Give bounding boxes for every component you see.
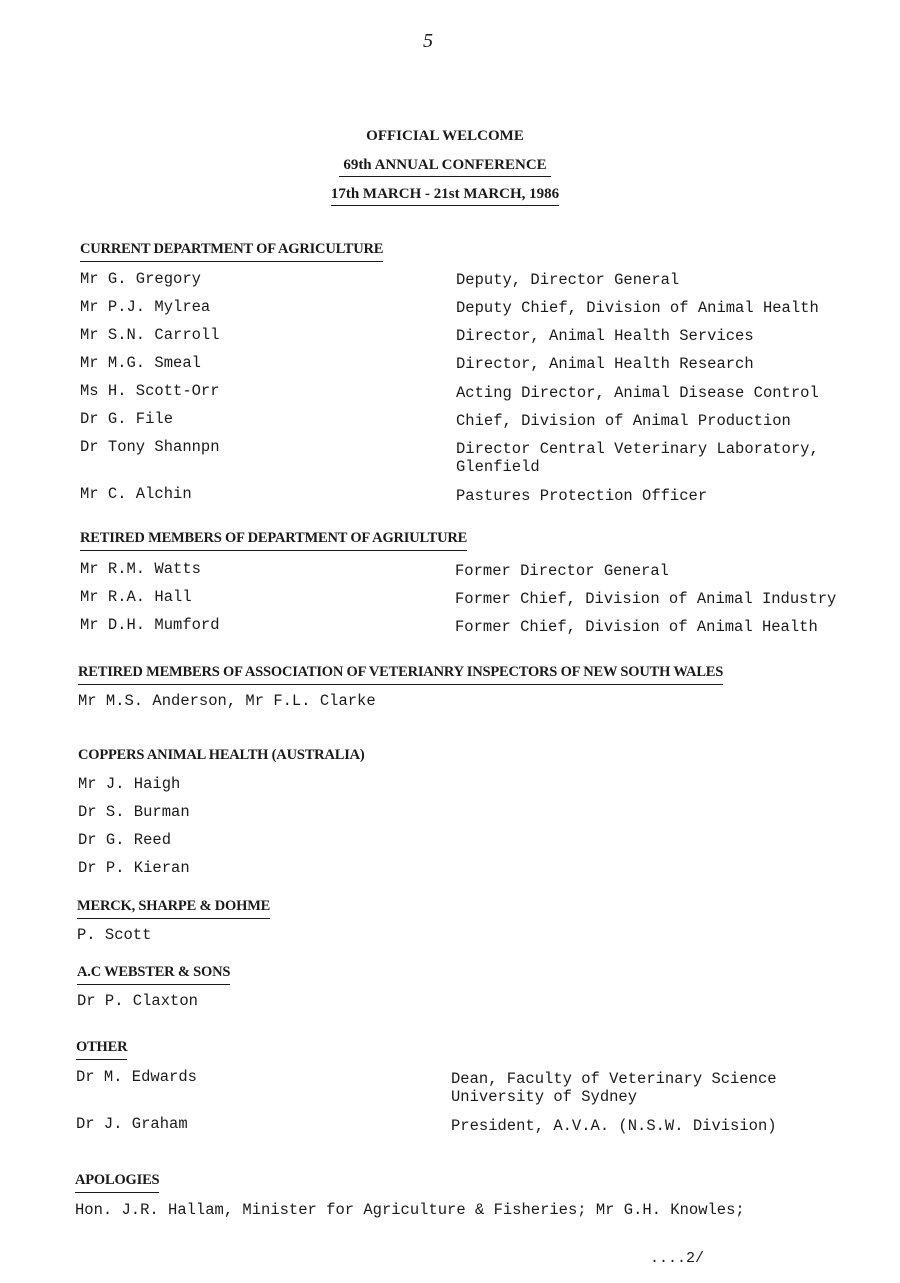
retired-association-members: Mr M.S. Anderson, Mr F.L. Clarke [78, 692, 376, 710]
current-name-6: Dr G. File [80, 410, 174, 428]
heading-merck: MERCK, SHARPE & DOHME [77, 898, 270, 919]
current-role-7-cont: Glenfield [456, 458, 540, 476]
heading-current-department: CURRENT DEPARTMENT OF AGRICULTURE [80, 241, 383, 262]
current-role-7: Director Central Veterinary Laboratory, [456, 440, 819, 458]
apologies-text: Hon. J.R. Hallam, Minister for Agriculture & Fisheries; Mr G.H. Knowles; [75, 1201, 745, 1219]
current-name-2: Mr P.J. Mylrea [80, 298, 211, 316]
other-role-1-cont: University of Sydney [451, 1088, 638, 1106]
heading-retired-association: RETIRED MEMBERS OF ASSOCIATION OF VETERIANRY INSPECTORS OF NEW SOUTH WALES [78, 664, 723, 685]
current-name-3: Mr S.N. Carroll [80, 326, 220, 344]
heading-retired-department: RETIRED MEMBERS OF DEPARTMENT OF AGRIULTURE [80, 530, 467, 551]
current-role-3: Director, Animal Health Services [456, 327, 754, 345]
other-role-2: President, A.V.A. (N.S.W. Division) [451, 1117, 777, 1135]
heading-apologies: APOLOGIES [75, 1172, 159, 1193]
other-role-1: Dean, Faculty of Veterinary Science [451, 1070, 777, 1088]
heading-other: OTHER [76, 1039, 127, 1060]
current-role-2: Deputy Chief, Division of Animal Health [456, 299, 819, 317]
current-name-8: Mr C. Alchin [80, 485, 192, 503]
title-conference: 69th ANNUAL CONFERENCE [0, 157, 890, 177]
coppers-name-3: Dr G. Reed [78, 831, 172, 849]
retired-role-3: Former Chief, Division of Animal Health [455, 618, 818, 636]
current-name-5: Ms H. Scott-Orr [80, 382, 220, 400]
retired-name-1: Mr R.M. Watts [80, 560, 201, 578]
current-role-5: Acting Director, Animal Disease Control [456, 384, 819, 402]
title-official-welcome: OFFICIAL WELCOME [366, 128, 524, 144]
current-role-8: Pastures Protection Officer [456, 487, 708, 505]
title-dates: 17th MARCH - 21st MARCH, 1986 [0, 186, 890, 206]
retired-name-2: Mr R.A. Hall [80, 588, 192, 606]
page-number: 5 [423, 30, 433, 52]
current-role-6: Chief, Division of Animal Production [456, 412, 791, 430]
merck-name-1: P. Scott [77, 926, 152, 944]
current-name-4: Mr M.G. Smeal [80, 354, 201, 372]
retired-role-2: Former Chief, Division of Animal Industry [455, 590, 837, 608]
continued-marker: ....2/ [649, 1250, 704, 1267]
current-name-7: Dr Tony Shannpn [80, 438, 220, 456]
coppers-name-2: Dr S. Burman [78, 803, 190, 821]
webster-name-1: Dr P. Claxton [77, 992, 198, 1010]
retired-role-1: Former Director General [455, 562, 669, 580]
coppers-name-1: Mr J. Haigh [78, 775, 181, 793]
current-name-1: Mr G. Gregory [80, 270, 201, 288]
heading-coppers: COPPERS ANIMAL HEALTH (AUSTRALIA) [78, 747, 365, 763]
other-name-2: Dr J. Graham [76, 1115, 188, 1133]
retired-name-3: Mr D.H. Mumford [80, 616, 220, 634]
heading-webster: A.C WEBSTER & SONS [77, 964, 230, 985]
other-name-1: Dr M. Edwards [76, 1068, 197, 1086]
current-role-1: Deputy, Director General [456, 271, 680, 289]
coppers-name-4: Dr P. Kieran [78, 859, 190, 877]
current-role-4: Director, Animal Health Research [456, 355, 754, 373]
